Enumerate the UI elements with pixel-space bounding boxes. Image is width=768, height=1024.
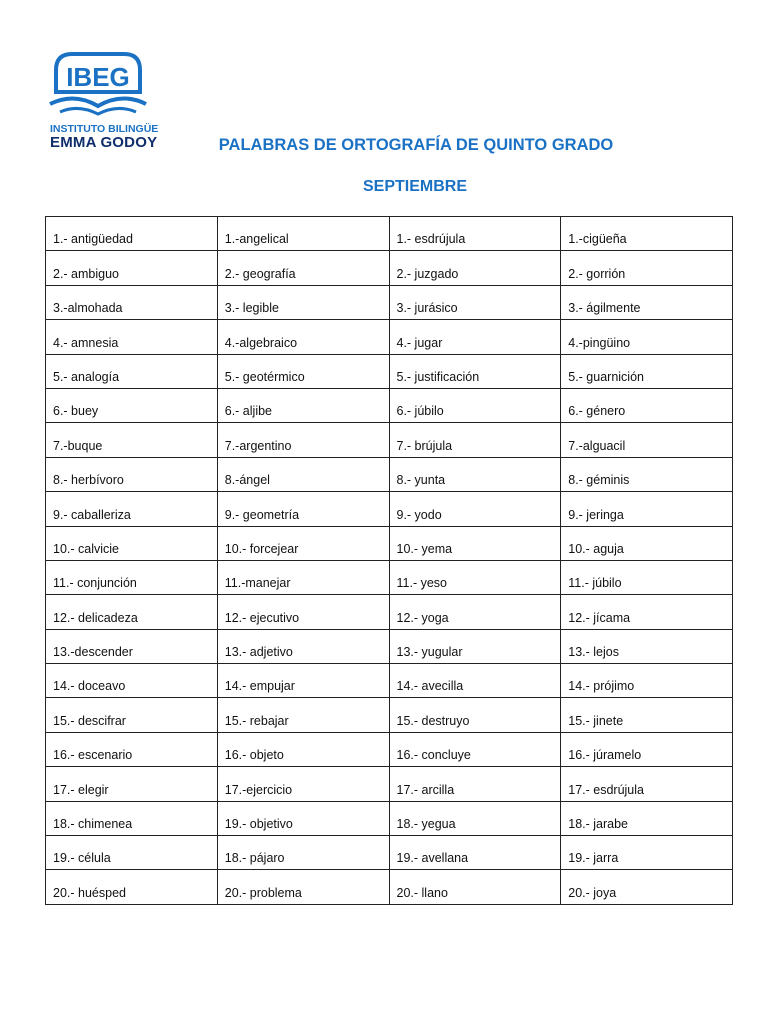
table-row: [46, 320, 733, 354]
word-cell: 9.- jeringa: [561, 492, 733, 526]
word-cell: 5.- guarnición: [561, 354, 733, 388]
logo-institute-name: INSTITUTO BILINGÜE: [50, 123, 159, 135]
word-cell: 3.- jurásico: [389, 285, 561, 319]
word-cell: 4.- amnesia: [46, 320, 218, 354]
word-cell: 10.- forcejear: [217, 526, 389, 560]
table-row: [46, 251, 733, 285]
word-cell: 18.- chimenea: [46, 801, 218, 835]
word-cell: 5.- analogía: [46, 354, 218, 388]
word-cell: 3.- ágilmente: [561, 285, 733, 319]
word-cell: 8.- yunta: [389, 457, 561, 491]
word-cell: 8.-ángel: [217, 457, 389, 491]
word-cell: 18.- pájaro: [217, 836, 389, 870]
word-cell: 12.- ejecutivo: [217, 595, 389, 629]
table-row: [46, 801, 733, 835]
table-row: [46, 388, 733, 422]
word-cell: 14.- doceavo: [46, 664, 218, 698]
word-cell: 19.- célula: [46, 836, 218, 870]
table-row: [46, 836, 733, 870]
word-cell: 20.- huésped: [46, 870, 218, 904]
table-row: [46, 870, 733, 904]
word-cell: 17.-ejercicio: [217, 767, 389, 801]
word-cell: 3.-almohada: [46, 285, 218, 319]
table-row: [46, 664, 733, 698]
word-cell: 6.- júbilo: [389, 388, 561, 422]
word-cell: 12.- jícama: [561, 595, 733, 629]
word-cell: 16.- escenario: [46, 732, 218, 766]
word-cell: 9.- caballeriza: [46, 492, 218, 526]
word-cell: 18.- jarabe: [561, 801, 733, 835]
word-cell: 10.- yema: [389, 526, 561, 560]
word-cell: 6.- aljibe: [217, 388, 389, 422]
logo-acronym: IBEG: [66, 62, 130, 92]
word-cell: 17.- arcilla: [389, 767, 561, 801]
word-cell: 15.- rebajar: [217, 698, 389, 732]
word-cell: 19.- avellana: [389, 836, 561, 870]
table-row: [46, 423, 733, 457]
word-cell: 6.- buey: [46, 388, 218, 422]
word-cell: 18.- yegua: [389, 801, 561, 835]
word-cell: 10.- calvicie: [46, 526, 218, 560]
word-cell: 7.-buque: [46, 423, 218, 457]
word-cell: 20.- llano: [389, 870, 561, 904]
page-subtitle: SEPTIEMBRE: [362, 178, 467, 195]
word-cell: 7.-argentino: [217, 423, 389, 457]
table-row: [46, 595, 733, 629]
word-cell: 12.- yoga: [389, 595, 561, 629]
word-cell: 13.-descender: [46, 629, 218, 663]
word-cell: 2.- juzgado: [389, 251, 561, 285]
word-cell: 1.- antigüedad: [46, 217, 218, 251]
word-cell: 5.- justificación: [389, 354, 561, 388]
word-cell: 15.- jinete: [561, 698, 733, 732]
word-cell: 9.- yodo: [389, 492, 561, 526]
table-row: [46, 560, 733, 594]
word-cell: 8.- herbívoro: [46, 457, 218, 491]
word-cell: 10.- aguja: [561, 526, 733, 560]
word-cell: 9.- geometría: [217, 492, 389, 526]
word-cell: 16.- concluye: [389, 732, 561, 766]
word-cell: 8.- géminis: [561, 457, 733, 491]
word-cell: 20.- joya: [561, 870, 733, 904]
table-row: [46, 732, 733, 766]
word-cell: 15.- descifrar: [46, 698, 218, 732]
table-row: [46, 629, 733, 663]
word-cell: 7.-alguacil: [561, 423, 733, 457]
table-row: [46, 354, 733, 388]
page-title: PALABRAS DE ORTOGRAFÍA DE QUINTO GRADO: [218, 136, 614, 154]
word-cell: 20.- problema: [217, 870, 389, 904]
logo-school-name: EMMA GODOY: [50, 134, 158, 151]
word-cell: 2.- ambiguo: [46, 251, 218, 285]
word-table: [45, 216, 733, 905]
word-cell: 15.- destruyo: [389, 698, 561, 732]
word-cell: 13.- yugular: [389, 629, 561, 663]
table-row: [46, 767, 733, 801]
word-cell: 13.- adjetivo: [217, 629, 389, 663]
word-cell: 16.- júramelo: [561, 732, 733, 766]
word-cell: 1.-angelical: [217, 217, 389, 251]
logo-book-icon: [50, 98, 146, 106]
word-cell: 14.- empujar: [217, 664, 389, 698]
word-cell: 7.- brújula: [389, 423, 561, 457]
word-cell: 11.- yeso: [389, 560, 561, 594]
word-cell: 4.- jugar: [389, 320, 561, 354]
word-cell: 4.-algebraico: [217, 320, 389, 354]
word-cell: 11.-manejar: [217, 560, 389, 594]
word-cell: 5.- geotérmico: [217, 354, 389, 388]
word-cell: 1.-cigüeña: [561, 217, 733, 251]
word-cell: 14.- avecilla: [389, 664, 561, 698]
table-row: [46, 526, 733, 560]
word-cell: 17.- esdrújula: [561, 767, 733, 801]
table-row: [46, 492, 733, 526]
word-cell: 2.- geografía: [217, 251, 389, 285]
word-cell: 14.- prójimo: [561, 664, 733, 698]
word-cell: 4.-pingüino: [561, 320, 733, 354]
word-cell: 16.- objeto: [217, 732, 389, 766]
word-cell: 2.- gorrión: [561, 251, 733, 285]
table-row: [46, 457, 733, 491]
word-cell: 3.- legible: [217, 285, 389, 319]
word-cell: 13.- lejos: [561, 629, 733, 663]
word-cell: 19.- jarra: [561, 836, 733, 870]
word-cell: 11.- conjunción: [46, 560, 218, 594]
word-cell: 11.- júbilo: [561, 560, 733, 594]
word-cell: 12.- delicadeza: [46, 595, 218, 629]
word-cell: 6.- género: [561, 388, 733, 422]
table-row: [46, 217, 733, 251]
word-cell: 1.- esdrújula: [389, 217, 561, 251]
word-cell: 17.- elegir: [46, 767, 218, 801]
word-cell: 19.- objetivo: [217, 801, 389, 835]
table-row: [46, 285, 733, 319]
table-row: [46, 698, 733, 732]
